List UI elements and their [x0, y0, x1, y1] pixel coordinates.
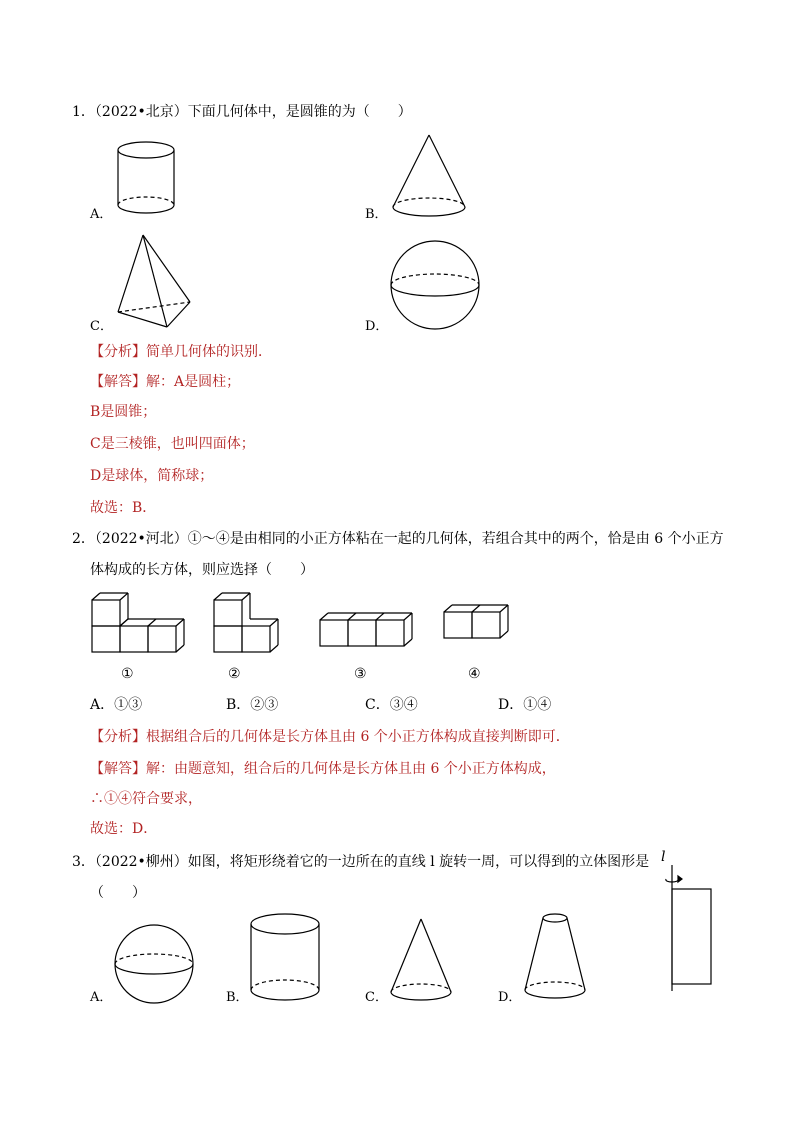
cube-label-2: ② — [228, 666, 241, 682]
q1-option-a[interactable]: A． — [90, 207, 113, 222]
cube-figure-2 — [212, 590, 284, 656]
q2-stem-line2: 体构成的长方体，则应选择（ ） — [90, 562, 314, 578]
q3-option-c[interactable]: C． — [365, 990, 388, 1005]
q3-option-a[interactable]: A． — [90, 990, 113, 1005]
q1-answer-line1 — [90, 373, 240, 391]
q2-stem-line1: 2．（2022•河北）①～④是由相同的小正方体粘在一起的几何体，若组合其中的两个，恰是由 6 个小正方 — [72, 531, 724, 547]
q3-stem-line1: 3．（2022•柳州）如图，将矩形绕着它的一边所在的直线 l 旋转一周，可以得到的立体图形是 — [72, 854, 650, 870]
q2-analysis: 【分析】根据组合后的几何体是长方体且由 6 个小正方体构成直接判断即可． — [90, 729, 570, 745]
cube-label-3: ③ — [354, 666, 367, 682]
cylinder-figure-b — [248, 912, 322, 1004]
q1-option-c[interactable]: C． — [90, 319, 113, 334]
q1-stem: 1．（2022•北京）下面几何体中，是圆锥的为（ ） — [72, 104, 412, 120]
q2-option-d[interactable]: D．①④ — [498, 697, 552, 713]
q1-answer-b: B是圆锥； — [90, 404, 157, 420]
sphere-figure-a — [114, 924, 196, 1006]
q1-answer-head: 【解答】解： — [90, 374, 174, 390]
cube-label-1: ① — [121, 666, 134, 682]
q2-option-b[interactable]: B．②③ — [226, 697, 279, 713]
cone-figure-b — [390, 132, 470, 218]
rotation-figure — [660, 865, 716, 995]
sphere-figure-d — [390, 240, 482, 332]
q1-answer-a: A是圆柱； — [174, 374, 241, 390]
cylinder-figure-a — [115, 140, 177, 216]
q2-answer: 【解答】解：由题意知，组合后的几何体是长方体且由 6 个小正方体构成， — [90, 761, 556, 777]
cube-figure-3 — [318, 610, 414, 650]
q2-option-a[interactable]: A．①③ — [90, 697, 143, 713]
q1-option-d[interactable]: D． — [365, 319, 389, 334]
q1-option-b[interactable]: B． — [365, 207, 388, 222]
q1-answer-d: D是球体，简称球； — [90, 468, 214, 484]
cone-figure-c — [388, 916, 456, 1002]
q3-stem-line2: （ ） — [90, 885, 146, 901]
cube-figure-1 — [90, 590, 190, 656]
axis-label-l: l — [661, 849, 666, 865]
q2-choose: 故选：D． — [90, 821, 158, 837]
cube-figure-4 — [442, 602, 512, 642]
q1-answer-c: C是三棱锥，也叫四面体； — [90, 436, 255, 452]
q3-option-b[interactable]: B． — [226, 990, 249, 1005]
q1-analysis: 【分析】简单几何体的识别． — [90, 344, 272, 360]
q2-answer-conclusion: ∴①④符合要求， — [90, 791, 202, 807]
frustum-figure-d — [522, 910, 590, 1002]
pyramid-figure-c — [115, 232, 195, 332]
q2-option-c[interactable]: C．③④ — [365, 697, 418, 713]
q1-choose: 故选：B． — [90, 500, 157, 516]
q3-option-d[interactable]: D． — [498, 990, 522, 1005]
cube-label-4: ④ — [468, 666, 481, 682]
